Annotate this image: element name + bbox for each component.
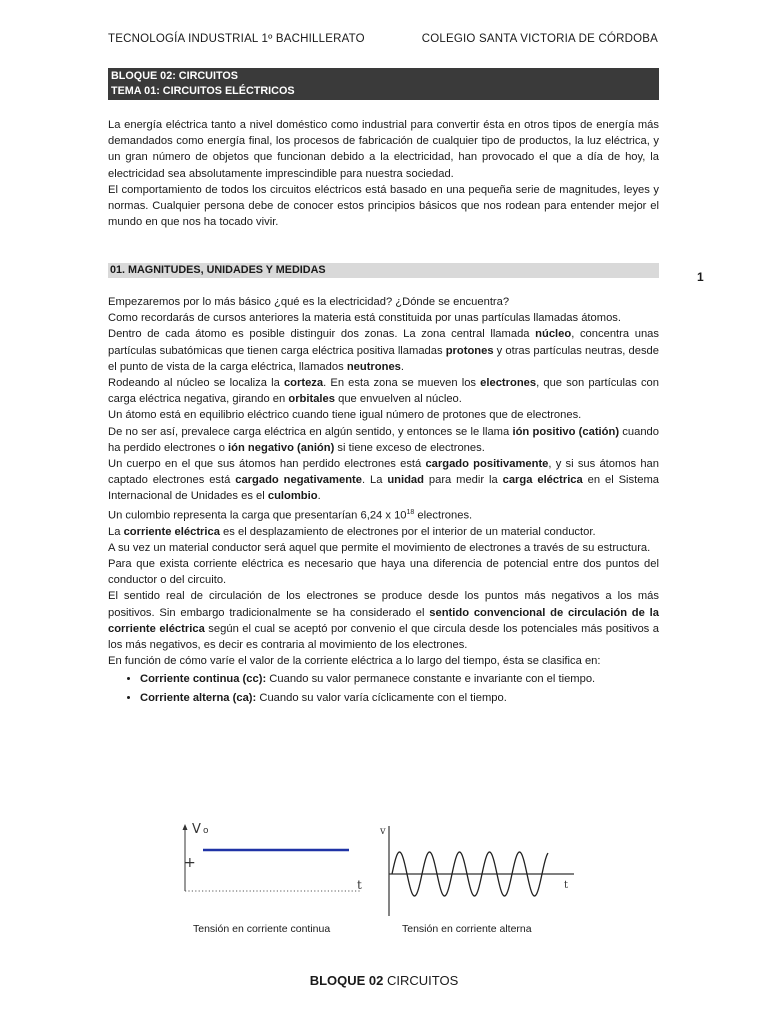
intro-paragraph-1: La energía eléctrica tanto a nivel doméstico como industrial para convertir ésta en otros tipos de energía más demandados como energía final, los procesos de fabricación de cualquier tipo de productos, la luz eléctrica, y un gran número de objetos que funcionan debido a la electricidad, han provocado el que a día de hoy, la electricidad sea absolutamente imprescindible para nuestra sociedad.	[108, 119, 659, 180]
text-span: Cuando su valor varía cíclicamente con el tiempo.	[256, 691, 507, 704]
body-paragraph	[108, 588, 659, 653]
term-sentido-convencional: sentido convencional de circulación de la corriente eléctrica	[108, 606, 659, 635]
ac-time-label: t	[564, 880, 569, 891]
title-bar	[108, 68, 659, 100]
body-paragraph	[108, 505, 659, 524]
text-span: , concentra unas partículas subatómicas que tienen carga eléctrica positiva llamadas	[108, 328, 659, 357]
body-paragraph	[108, 524, 659, 540]
body-text	[108, 294, 659, 707]
term-cation: ión positivo (catión)	[512, 425, 620, 438]
body-paragraph	[108, 456, 659, 505]
term-cargado-negativamente: cargado negativamente	[235, 474, 362, 487]
text-span: según el cual se aceptó por convenio el que circula desde los potenciales más positivos a los más negativos, es decir es contraria al movimiento de los electrones.	[108, 622, 659, 651]
term-corteza: corteza	[283, 377, 324, 390]
text-span: .	[317, 490, 321, 503]
dc-voltage-figure	[175, 815, 365, 905]
body-paragraph: A su vez un material conductor será aquel que permite el movimiento de electrones a través de su estructura.	[108, 541, 651, 554]
intro-text	[108, 117, 659, 230]
term-electrones: electrones	[480, 377, 537, 390]
text-span: Rodeando al núcleo se localiza la	[108, 377, 284, 390]
text-span: Un culombio representa la carga que presentarían 6,24 x 10	[108, 509, 407, 522]
body-paragraph	[108, 375, 659, 407]
term-corriente-continua: Corriente continua (cc):	[140, 673, 267, 686]
body-paragraph: Un átomo está en equilibrio eléctrico cuando tiene igual número de protones que de electrones.	[108, 409, 582, 422]
block-title: BLOQUE 02: CIRCUITOS	[111, 70, 238, 82]
body-paragraph: Empezaremos por lo más básico ¿qué es la electricidad? ¿Dónde se encuentra?	[108, 296, 510, 308]
text-span: , que son partículas con carga eléctrica negativa, girando en	[108, 377, 659, 406]
ac-voltage-figure	[378, 820, 578, 920]
footer-topic: CIRCUITOS	[383, 973, 459, 988]
text-span: La	[108, 525, 124, 538]
text-span: . En esta zona se mueven los	[323, 377, 481, 390]
dc-axis-subscript: o	[203, 826, 209, 836]
term-cargado-positivamente: cargado positivamente	[425, 458, 549, 471]
body-paragraph: Para que exista corriente eléctrica es necesario que haya una diferencia de potencial entre dos puntos del conductor o del circuito.	[108, 557, 659, 587]
term-corriente-alterna: Corriente alterna (ca):	[140, 691, 257, 704]
term-neutrones: neutrones	[346, 360, 401, 373]
page-number: 1	[697, 270, 704, 284]
dc-caption: Tensión en corriente continua	[193, 923, 331, 935]
text-span: , y si sus átomos han captado electrones está	[108, 458, 659, 487]
body-paragraph	[108, 326, 659, 375]
topic-title: TEMA 01: CIRCUITOS ELÉCTRICOS	[111, 85, 295, 97]
text-span: Un cuerpo en el que sus átomos han perdido electrones está	[108, 458, 426, 471]
text-span: en el Sistema Internacional de Unidades es el	[108, 474, 659, 503]
dc-time-label: t	[357, 878, 362, 892]
text-span: y otras partículas neutras, desde el punto de vista de la carga eléctrica, llamados	[108, 344, 659, 373]
term-anion: ión negativo (anión)	[228, 441, 335, 454]
body-paragraph	[108, 424, 659, 456]
current-types-list	[108, 671, 659, 705]
list-item	[140, 690, 659, 706]
header-school: COLEGIO SANTA VICTORIA DE CÓRDOBA	[421, 33, 658, 45]
term-culombio: culombio	[267, 490, 318, 503]
text-span: electrones.	[414, 509, 473, 522]
header-course: TECNOLOGÍA INDUSTRIAL 1º BACHILLERATO	[108, 33, 365, 45]
dc-axis-label: V	[192, 822, 201, 837]
text-span: El sentido real de circulación de los electrones se produce desde los puntos más negativos a los más positivos. Sin embargo tradicionalmente se ha considerado el	[108, 590, 659, 619]
dc-y-arrow-icon	[183, 824, 188, 830]
intro-paragraph-2: El comportamiento de todos los circuitos eléctricos está basado en una pequeña serie de magnitudes, leyes y normas. Cualquier persona debe de conocer estos principios básicos que nos rodean para entender mejor el mundo en que nos ha tocado vivir.	[108, 183, 659, 229]
page-footer	[0, 973, 768, 988]
term-nucleo: núcleo	[535, 328, 572, 341]
term-carga-electrica: carga eléctrica	[502, 474, 583, 487]
body-paragraph: Como recordarás de cursos anteriores la materia está constituida por unas partículas llamadas átomos.	[108, 312, 622, 325]
text-span: es el desplazamiento de electrones por el interior de un material conductor.	[219, 525, 596, 538]
text-span: .	[400, 360, 405, 373]
term-protones: protones	[445, 344, 494, 357]
body-paragraph: En función de cómo varíe el valor de la corriente eléctrica a lo largo del tiempo, ésta se clasifica en:	[108, 655, 601, 668]
text-span: para medir la	[423, 474, 503, 487]
term-orbitales: orbitales	[288, 393, 335, 406]
ac-axis-label: v	[380, 826, 386, 837]
exponent: 18	[406, 508, 415, 516]
footer-block: BLOQUE 02	[309, 973, 384, 988]
ac-caption: Tensión en corriente alterna	[402, 923, 532, 935]
text-span: . La	[361, 474, 388, 487]
text-span: que envuelven al núcleo.	[335, 393, 462, 406]
term-unidad: unidad	[387, 474, 424, 487]
list-item	[140, 671, 659, 687]
term-corriente-electrica: corriente eléctrica	[123, 525, 220, 538]
text-span: cuando ha perdido electrones o	[108, 425, 660, 454]
text-span: Cuando su valor permanece constante e invariante con el tiempo.	[266, 673, 596, 686]
section-header: 01. MAGNITUDES, UNIDADES Y MEDIDAS	[108, 263, 659, 278]
text-span: Dentro de cada átomo es posible distinguir dos zonas. La zona central llamada	[108, 328, 536, 341]
text-span: De no ser así, prevalece carga eléctrica en algún sentido, y entonces se le llama	[108, 425, 513, 438]
text-span: si tiene exceso de electrones.	[334, 441, 485, 454]
dc-plus-sign: +	[184, 855, 196, 871]
